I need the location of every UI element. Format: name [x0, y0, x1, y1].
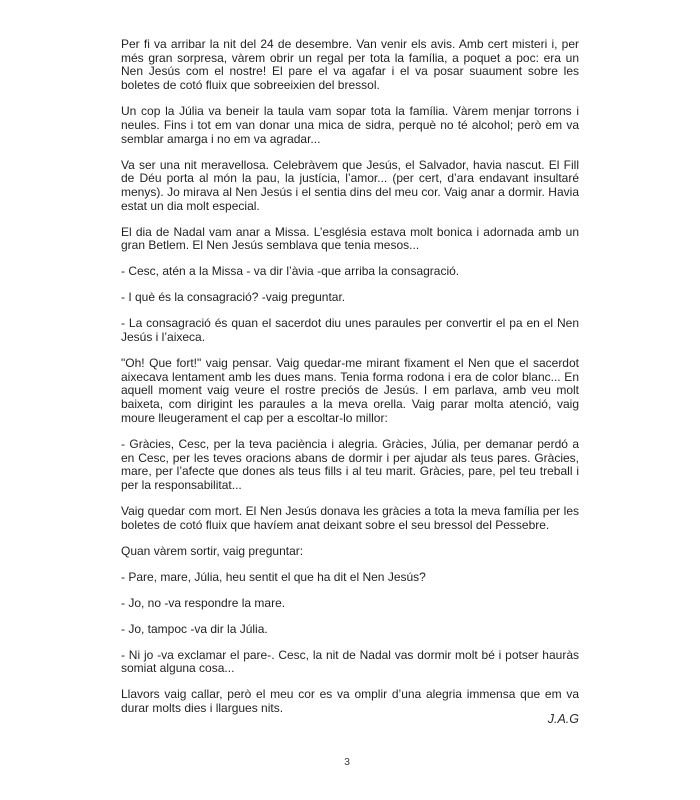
dialogue-line: - Jo, no -va respondre la mare. — [121, 595, 286, 610]
dialogue-line: - Gràcies, Cesc, per la teva paciència i alegria. Gràcies, Júlia, per demanar perdó a en Cesc, per les teves oracions abans de dormir i per ajudar als teus pares. Gràcies, mare, per l’afecte que dones als teus fills i al teu marit. Gràcies, pare, pel teu treball i per la responsabilitat... — [121, 436, 579, 492]
story-paragraph: Va ser una nit meravellosa. Celebràvem que Jesús, el Salvador, havia nascut. El Fill de Déu porta al món la pau, la justícia, l’amor... (per cert, d’ara endavant insultaré menys). Jo mirava al Nen Jesús i el sentia dins del meu cor. Vaig anar a dormir. Havia estat un dia molt especial. — [121, 157, 579, 213]
dialogue-line: - Jo, tampoc -va dir la Júlia. — [121, 621, 268, 636]
story-paragraph: El dia de Nadal vam anar a Missa. L’església estava molt bonica i adornada amb un gran Betlem. El Nen Jesús semblava que tenia mesos... — [121, 224, 579, 253]
dialogue-line: - La consagració és quan el sacerdot diu unes paraules per convertir el pa en el Nen Jesús i l’aixeca. — [121, 316, 579, 345]
dialogue-line: - Cesc, atén a la Missa - va dir l’àvia -que arriba la consagració. — [121, 264, 460, 279]
story-paragraph: "Oh! Que fort!" vaig pensar. Vaig quedar-me mirant fixament el Nen que el sacerdot aixecava lentament amb les dues mans. Tenia forma rodona i era de color blanc... En aquell moment vaig veure el rostre preciós de Jesús. I em parlava, amb veu molt baixeta, com dirigint les paraules a la meva orella. Vaig parar molta atenció, vaig moure lleugerament el cap per a escoltar-lo millor: — [121, 356, 579, 425]
story-paragraph: Vaig quedar com mort. El Nen Jesús donava les gràcies a tota la meva família per les boletes de cotó fluix que havíem anat deixant sobre el seu bressol del Pessebre. — [121, 503, 579, 532]
story-paragraph: Llavors vaig callar, però el meu cor es va omplir d’una alegria immensa que em va durar molts dies i llargues nits. — [121, 687, 579, 716]
story-paragraph: Quan vàrem sortir, vaig preguntar: — [121, 543, 304, 558]
dialogue-line: - Pare, mare, Júlia, heu sentit el que ha dit el Nen Jesús? — [121, 569, 426, 584]
story-paragraph: Per fi va arribar la nit del 24 de desembre. Van venir els avis. Amb cert misteri i, per més gran sorpresa, vàrem obrir un regal per tota la família, a poquet a poc: era un Nen Jesús com el nostre! El pare el va agafar i el va posar suaument sobre les boletes de cotó fluix que sobreeixien del bressol. — [121, 37, 579, 93]
story-paragraph: Un cop la Júlia va beneir la taula vam sopar tota la família. Vàrem menjar torrons i neules. Fins i tot em van donar una mica de sidra, perquè no té alcohol; però em va semblar amarga i no em va agradar... — [121, 104, 579, 146]
story-text-block — [121, 38, 579, 728]
dialogue-line: - I què és la consagració? -vaig preguntar. — [121, 290, 346, 305]
author-signature: J.A.G — [547, 712, 579, 726]
dialogue-line: - Ni jo -va exclamar el pare-. Cesc, la nit de Nadal vas dormir molt bé i potser hauràs somiat alguna cosa... — [121, 647, 579, 676]
page-number: 3 — [344, 756, 350, 768]
